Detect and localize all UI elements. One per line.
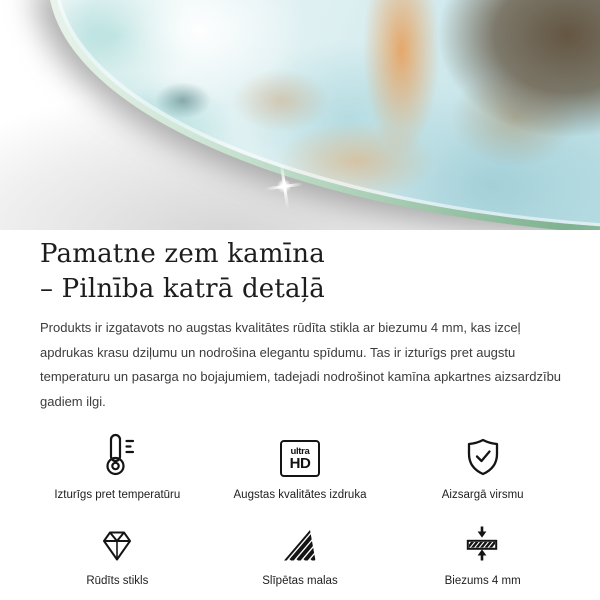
feature-label: Augstas kvalitātes izdruka (233, 489, 367, 501)
shield-check-icon (464, 431, 502, 477)
diamond-icon (98, 517, 136, 563)
features-grid (0, 431, 600, 588)
feature-polished-edges (262, 517, 337, 588)
ultra-hd-text-bottom: HD (289, 454, 311, 472)
feature-tempered-glass (86, 517, 148, 588)
hero-image (0, 0, 600, 230)
feature-label: Aizsargā virsmu (441, 489, 524, 501)
product-description: Produkts ir izgatavots no augstas kvalitātes rūdīta stikla ar biezumu 4 mm, kas izceļ apdrukas krasu dziļumu un nodrošina elegantu spīdumu. Tas ir izturīgs pret augstu temperaturu un pasarga no bojajumiem, tadejadi nodrošinot kamīna apkartnes aizsardzību gadiem ilgi. (40, 320, 562, 409)
feature-thickness (445, 517, 521, 588)
feature-print-quality (234, 431, 367, 502)
feature-label: Rūdīts stikls (86, 575, 149, 587)
page-title-line2: – Pilnība katrā detaļā (40, 274, 325, 304)
feature-label: Slīpētas malas (262, 575, 338, 587)
feature-temperature (54, 431, 180, 502)
sparkle-glint-icon (263, 165, 306, 208)
feature-surface-protection (442, 431, 524, 502)
page-title-line1: Pamatne zem kamīna (40, 239, 325, 269)
feature-label: Izturīgs pret temperatūru (54, 489, 181, 501)
feature-label: Biezums 4 mm (444, 575, 521, 587)
thermometer-icon (98, 431, 136, 477)
beveled-edges-icon (282, 517, 318, 563)
thickness-icon (464, 517, 502, 563)
ultra-hd-text-top: ultra (290, 445, 310, 457)
ultra-hd-icon (280, 440, 320, 477)
page-title (40, 237, 560, 307)
